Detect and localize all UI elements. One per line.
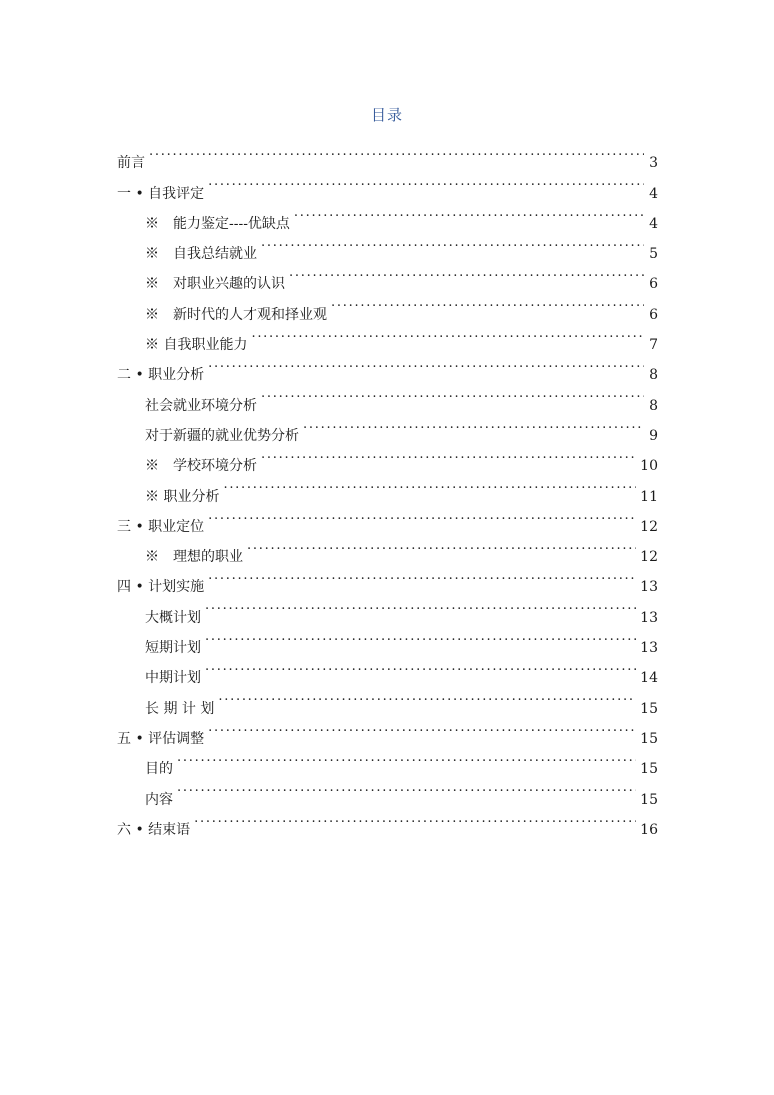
toc-dot-leader (205, 591, 636, 621)
toc-entry[interactable] (117, 137, 658, 172)
toc-entry-label: ※ 职业分析 (145, 488, 220, 505)
toc-entry-label: 大概计划 (145, 609, 201, 626)
toc-entry-label: ※ 自我职业能力 (145, 337, 248, 354)
toc-entry-page-number: 9 (649, 427, 658, 444)
toc-dot-leader (208, 501, 636, 531)
toc-entry-label: 长 期 计 划 (145, 700, 215, 717)
toc-dot-leader (261, 440, 636, 470)
table-of-contents (117, 137, 658, 838)
toc-entry-page-number: 4 (649, 185, 658, 202)
toc-entry-label: ※ 对职业兴趣的认识 (145, 276, 285, 293)
toc-entry-label: 一 • 自我评定 (117, 185, 205, 202)
toc-entry-label: 六 • 结束语 (117, 821, 191, 838)
toc-entry-page-number: 7 (649, 337, 658, 354)
toc-dot-leader (261, 228, 644, 258)
toc-dot-leader (331, 288, 644, 318)
toc-entry[interactable] (117, 167, 658, 202)
toc-entry-label: 内容 (145, 791, 173, 808)
toc-dot-leader (223, 470, 636, 500)
toc-dot-leader (208, 713, 636, 743)
toc-entry-label: 四 • 计划实施 (117, 579, 205, 596)
toc-dot-leader (208, 167, 644, 197)
toc-entry-page-number: 15 (640, 761, 658, 778)
toc-entry-label: ※ 学校环境分析 (145, 458, 257, 475)
toc-entry-label: 目的 (145, 761, 173, 778)
toc-entry-label: 三 • 职业定位 (117, 518, 205, 535)
toc-entry-page-number: 13 (640, 609, 658, 626)
toc-entry-label: 二 • 职业分析 (117, 367, 205, 384)
toc-entry-page-number: 6 (649, 306, 658, 323)
toc-dot-leader (218, 682, 636, 712)
toc-dot-leader (251, 319, 644, 349)
toc-dot-leader (303, 410, 644, 440)
toc-title: 目录 (370, 106, 403, 124)
toc-dot-leader (177, 743, 636, 773)
toc-dot-leader (294, 198, 644, 228)
toc-entry-page-number: 10 (640, 458, 658, 475)
toc-entry-page-number: 16 (640, 821, 658, 838)
toc-dot-leader (247, 531, 636, 561)
toc-entry-page-number: 15 (640, 730, 658, 747)
toc-entry-label: 短期计划 (145, 640, 201, 657)
toc-entry-page-number: 8 (649, 367, 658, 384)
toc-entry-page-number: 5 (649, 246, 658, 263)
toc-entry-page-number: 3 (649, 155, 658, 172)
toc-dot-leader (208, 349, 644, 379)
toc-dot-leader (177, 773, 636, 803)
toc-entry-page-number: 15 (640, 700, 658, 717)
toc-entry-page-number: 4 (649, 215, 658, 232)
toc-entry[interactable] (117, 773, 658, 808)
toc-entry-label: 对于新疆的就业优势分析 (145, 427, 299, 444)
toc-dot-leader (261, 379, 644, 409)
toc-entry-page-number: 11 (640, 488, 658, 505)
toc-entry-label: 五 • 评估调整 (117, 730, 205, 747)
toc-entry[interactable] (117, 743, 658, 778)
toc-entry-page-number: 14 (640, 670, 658, 687)
toc-entry-page-number: 8 (649, 397, 658, 414)
toc-entry-page-number: 12 (640, 549, 658, 566)
toc-entry-page-number: 15 (640, 791, 658, 808)
toc-entry-page-number: 13 (640, 579, 658, 596)
toc-entry-label: ※ 能力鉴定----优缺点 (145, 215, 290, 232)
toc-dot-leader (194, 804, 636, 834)
toc-entry-page-number: 12 (640, 518, 658, 535)
toc-entry-label: ※ 自我总结就业 (145, 246, 257, 263)
toc-dot-leader (149, 137, 644, 167)
toc-entry-page-number: 13 (640, 640, 658, 657)
toc-entry-label: 中期计划 (145, 670, 201, 687)
toc-entry-label: 前言 (117, 155, 145, 172)
toc-entry[interactable] (117, 804, 658, 838)
toc-entry-label: ※ 新时代的人才观和择业观 (145, 306, 327, 323)
toc-dot-leader (289, 258, 644, 288)
toc-dot-leader (208, 561, 636, 591)
toc-dot-leader (205, 622, 636, 652)
toc-entry-page-number: 6 (649, 276, 658, 293)
toc-entry-label: ※ 理想的职业 (145, 549, 243, 566)
toc-dot-leader (205, 652, 636, 682)
toc-entry-label: 社会就业环境分析 (145, 397, 257, 414)
